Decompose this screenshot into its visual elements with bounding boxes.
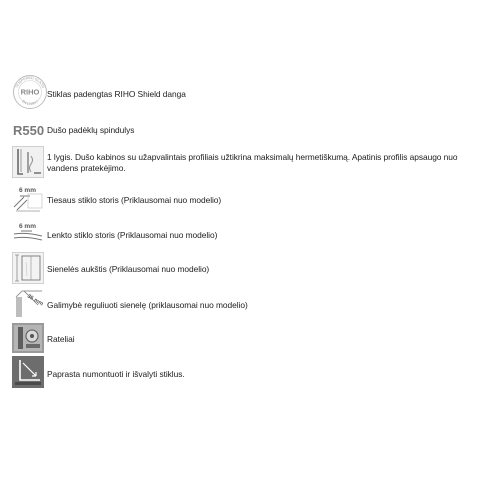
curved-glass-thickness-icon [12, 220, 44, 248]
feature-label-wall-adjustment: Galimybė reguliuoti sienelę (priklausomai nuo modelio) [47, 300, 248, 310]
feature-row-straight-glass [0, 182, 480, 216]
feature-label-profile: 1 lygis. Dušo kabinos su užapvalintais profiliais užtikrina maksimalų hermetiškumą. Apatinis profilis apsaugo nuo vandens pratekėjimo. [47, 152, 458, 173]
seal-logo-text: RIHO [20, 87, 40, 97]
removable-glass-icon [12, 356, 44, 388]
feature-label-radius: Dušo padėklų spindulys [47, 125, 135, 135]
profile-seal-icon [12, 146, 44, 178]
wall-adjustment-dim: 35 mm [26, 293, 44, 308]
seal-top-text: TEMPERED GLASS [14, 75, 46, 89]
r550-badge-text: R550 [13, 123, 45, 138]
wall-height-icon [12, 252, 44, 284]
feature-row-wall-adjustment [0, 286, 480, 322]
rollers-icon [12, 323, 44, 353]
feature-label-curved-glass: Lenkto stiklo storis (Priklausomai nuo modelio) [47, 230, 218, 240]
straight-glass-thickness-icon [12, 185, 44, 213]
feature-label-removable-glass: Paprasta numontuoti ir išvalyti stiklus. [47, 369, 185, 379]
feature-row-rollers [0, 322, 480, 356]
r550-radius-icon [12, 121, 46, 139]
feature-row-shield [0, 72, 480, 118]
feature-row-profile [0, 144, 480, 182]
curved-glass-dim: 6 mm [19, 223, 36, 230]
feature-row-radius [0, 118, 480, 144]
feature-row-removable-glass [0, 356, 480, 390]
svg-text:EN 12150-1 [21, 99, 39, 106]
feature-label-wall-height: Sienelės aukštis (Priklausomai nuo modelio) [47, 264, 210, 274]
wall-adjustment-icon [12, 287, 44, 319]
feature-label-shield: Stiklas padengtas RIHO Shield danga [47, 89, 186, 99]
straight-glass-dim: 6 mm [19, 187, 36, 194]
feature-row-wall-height [0, 250, 480, 286]
feature-row-curved-glass [0, 216, 480, 250]
riho-shield-seal-icon [12, 74, 48, 110]
feature-label-straight-glass: Tiesaus stiklo storis (Priklausomai nuo modelio) [47, 195, 222, 205]
feature-label-rollers: Rateliai [47, 334, 75, 344]
seal-bottom-text: EN 12150-1 [21, 99, 39, 107]
